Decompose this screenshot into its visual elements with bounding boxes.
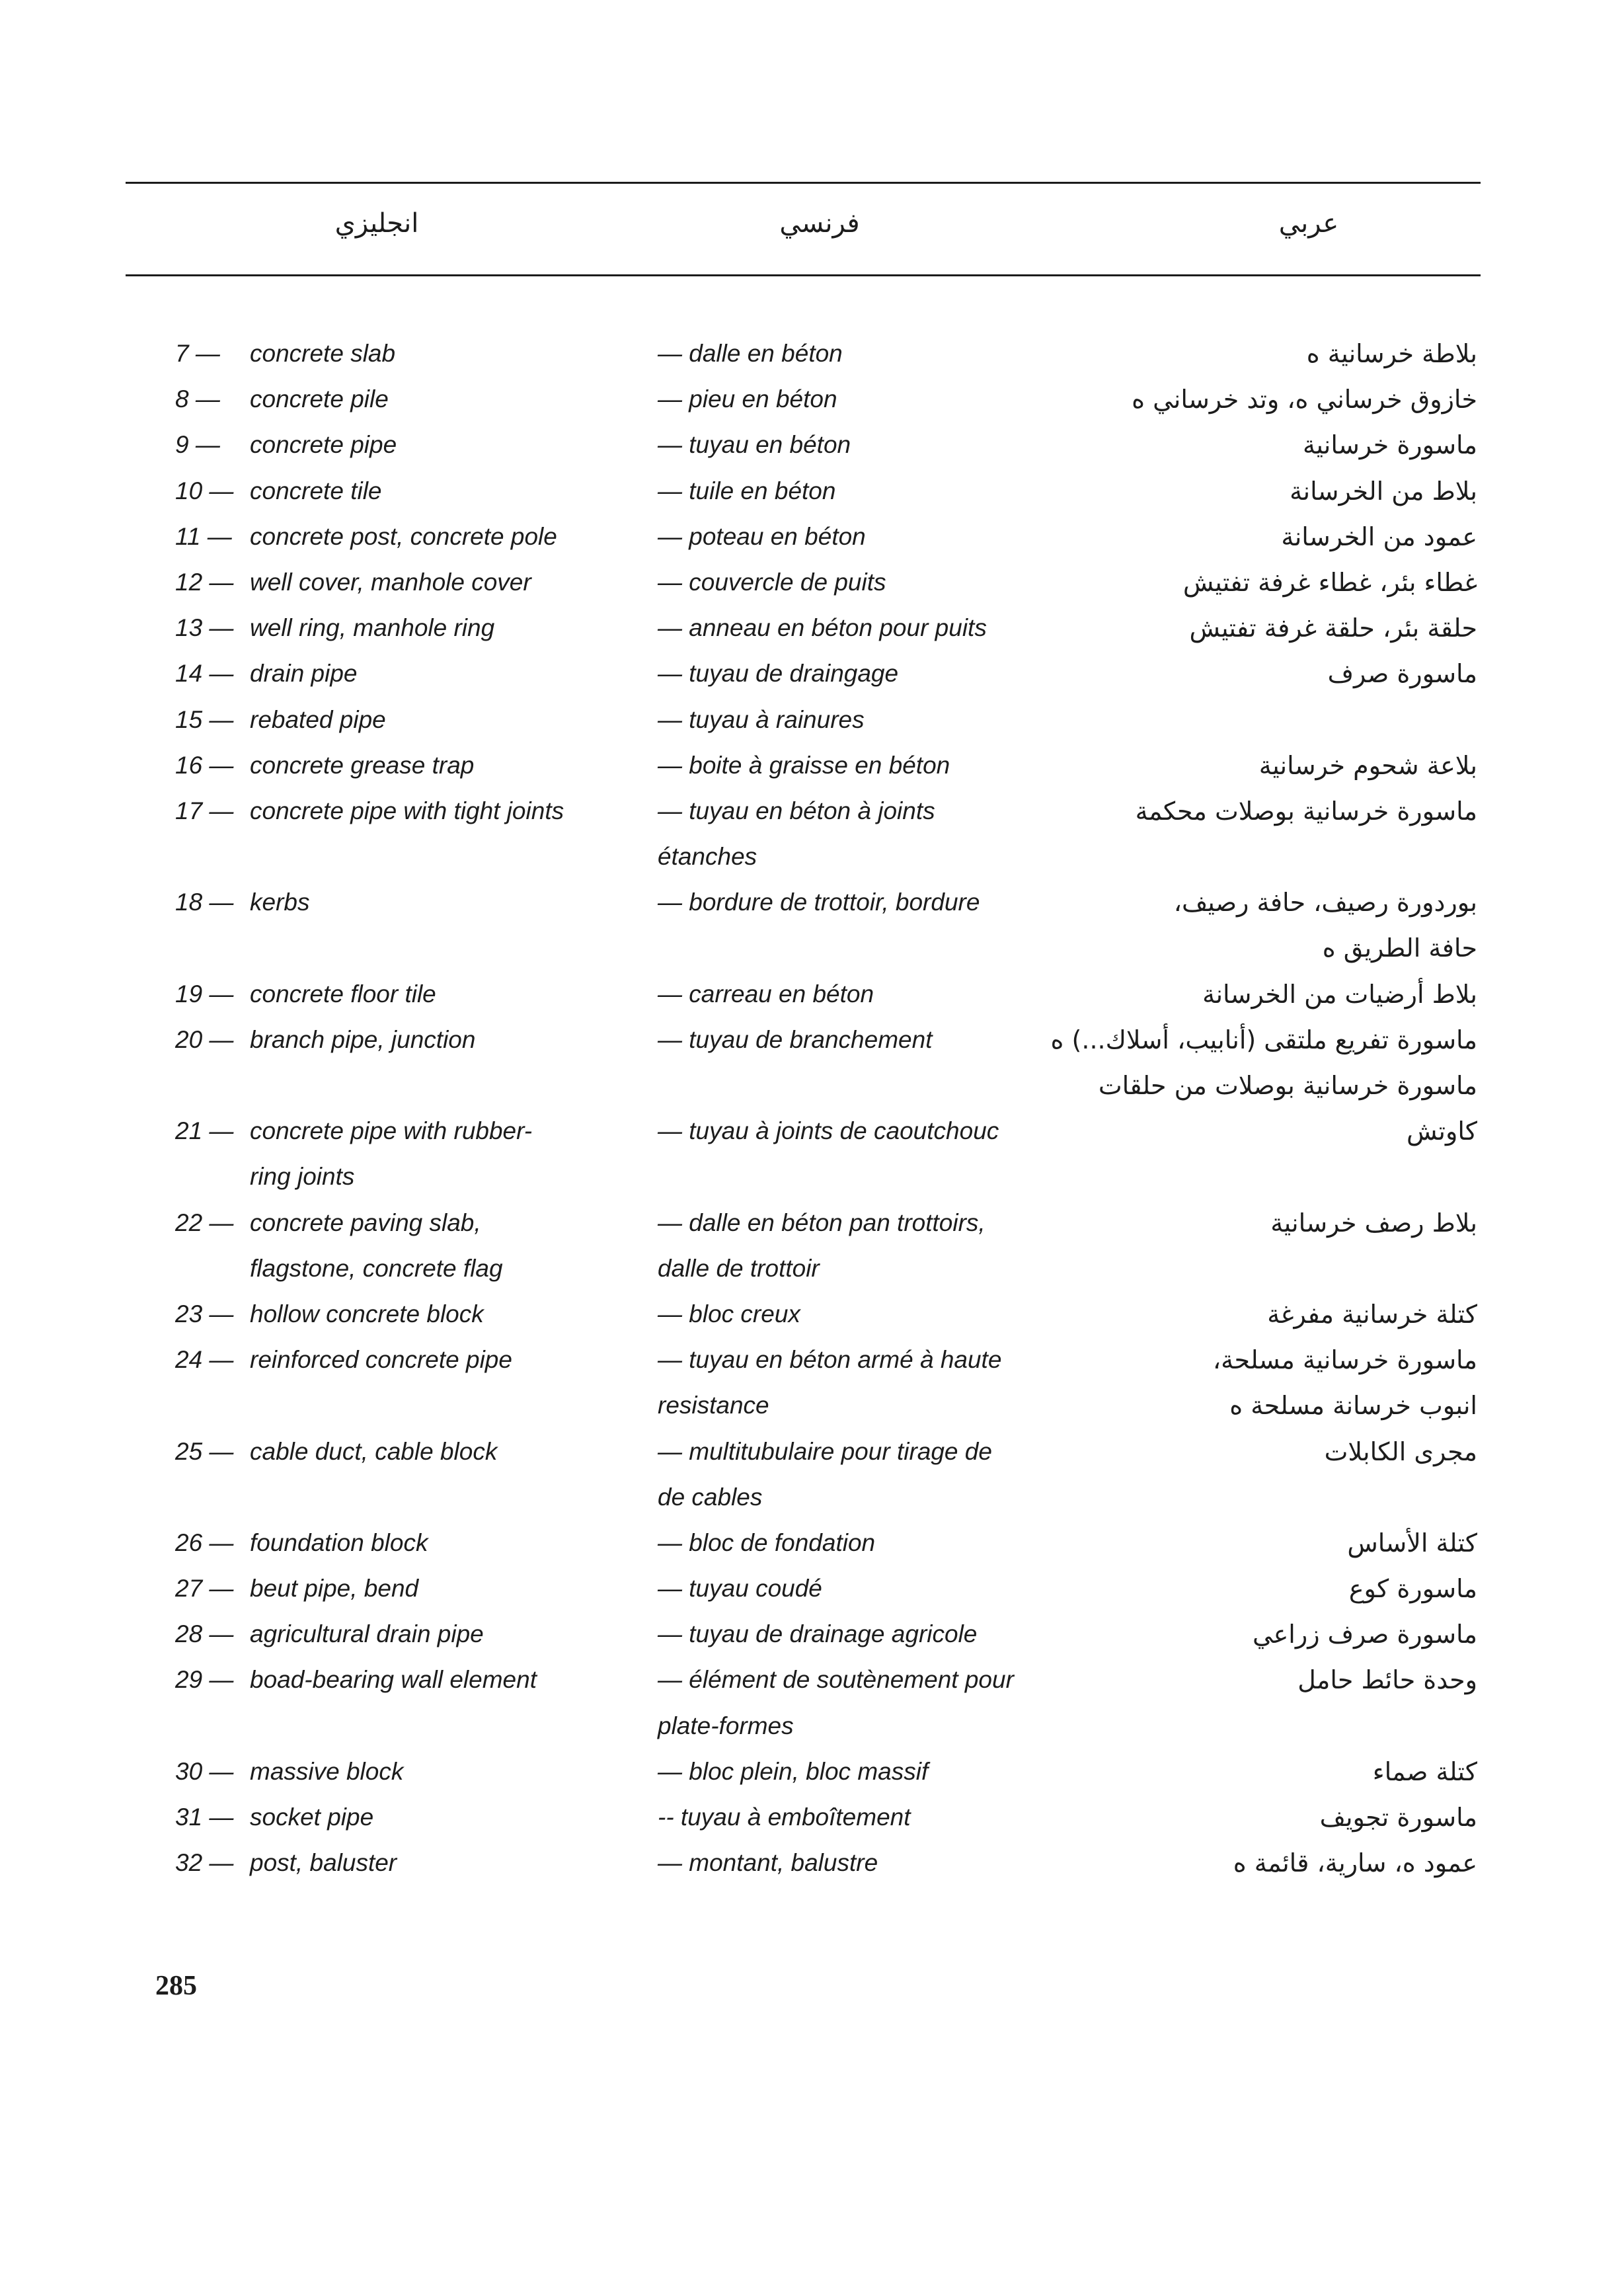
english-term: agricultural drain pipe xyxy=(250,1620,484,1648)
term-row xyxy=(0,379,1624,425)
term-row xyxy=(0,1203,1624,1249)
term-row xyxy=(0,1660,1624,1706)
french-term: — tuile en béton xyxy=(658,477,836,504)
arabic-term: ماسورة خرسانية مسلحة، xyxy=(1212,1345,1477,1375)
english-term: concrete slab xyxy=(250,340,396,367)
entry-number: 20 — xyxy=(175,1025,234,1053)
arabic-term: ماسورة خرسانية xyxy=(1302,430,1477,460)
term-row xyxy=(0,1111,1624,1157)
arabic-term: انبوب خرسانة مسلحة ه xyxy=(1229,1391,1477,1421)
term-row xyxy=(0,700,1624,746)
arabic-term: كاوتش xyxy=(1406,1117,1477,1146)
english-term: branch pipe, junction xyxy=(250,1025,476,1053)
term-row xyxy=(0,1020,1624,1066)
english-term: concrete pipe with tight joints xyxy=(250,797,564,824)
arabic-term: كتلة صماء xyxy=(1372,1757,1477,1786)
french-term: — tuyau de draingage xyxy=(658,660,899,688)
arabic-term: ماسورة تفريع ملتقى (أنابيب، أسلاك...) ه xyxy=(1050,1025,1477,1054)
french-term: — bordure de trottoir, bordure xyxy=(658,889,980,916)
french-term: — bloc plein, bloc massif xyxy=(658,1757,929,1785)
term-row xyxy=(0,746,1624,791)
term-row xyxy=(0,1752,1624,1798)
english-term: rebated pipe xyxy=(250,705,386,733)
arabic-term: بلاطة خرسانية ه xyxy=(1306,339,1477,368)
entry-number: 17 — xyxy=(175,797,234,824)
french-term: — dalle en béton xyxy=(658,340,843,367)
french-term: — couvercle de puits xyxy=(658,568,886,596)
entry-number: 10 — xyxy=(175,477,234,504)
entry-number: 18 — xyxy=(175,889,234,916)
entry-number: 15 — xyxy=(175,705,234,733)
english-term: concrete post, concrete pole xyxy=(250,522,557,550)
arabic-term: ماسورة كوع xyxy=(1348,1574,1477,1604)
column-header-english: انجليزي xyxy=(334,208,419,239)
french-term: resistance xyxy=(658,1392,769,1419)
arabic-term: وحدة حائط حامل xyxy=(1297,1665,1477,1695)
french-term: -- tuyau à emboîtement xyxy=(658,1803,911,1831)
entry-number: 21 — xyxy=(175,1117,234,1145)
french-term: — tuyau en béton à joints xyxy=(658,797,935,824)
arabic-term: ماسورة خرسانية بوصلات من حلقات xyxy=(1098,1071,1477,1100)
column-header-french: فرنسي xyxy=(779,208,860,239)
header-bottom-rule xyxy=(126,274,1481,276)
term-list xyxy=(0,334,1624,1889)
term-row xyxy=(0,1294,1624,1340)
term-row xyxy=(0,791,1624,837)
french-term: — tuyau coudé xyxy=(658,1575,822,1603)
english-term: ring joints xyxy=(250,1163,355,1191)
english-term: beut pipe, bend xyxy=(250,1575,419,1603)
english-term: socket pipe xyxy=(250,1803,374,1831)
entry-number: 11 — xyxy=(175,522,232,550)
column-header-arabic: عربي xyxy=(1278,208,1339,239)
english-term: hollow concrete block xyxy=(250,1300,484,1327)
french-term: — tuyau de drainage agricole xyxy=(658,1620,978,1648)
english-term: concrete paving slab, xyxy=(250,1208,481,1236)
english-term: kerbs xyxy=(250,889,310,916)
entry-number: 30 — xyxy=(175,1757,234,1785)
term-row xyxy=(0,883,1624,928)
english-term: concrete pipe with rubber- xyxy=(250,1117,533,1145)
term-row xyxy=(0,425,1624,471)
french-term: plate-formes xyxy=(658,1712,794,1739)
english-term: foundation block xyxy=(250,1528,428,1556)
entry-number: 14 — xyxy=(175,660,234,688)
term-row xyxy=(0,1798,1624,1843)
term-row xyxy=(0,1386,1624,1431)
french-term: — boite à graisse en béton xyxy=(658,751,950,779)
arabic-term: بلاط رصف خرسانية xyxy=(1270,1208,1477,1238)
english-term: flagstone, concrete flag xyxy=(250,1254,503,1282)
arabic-term: ماسورة صرف xyxy=(1327,659,1477,689)
english-term: post, baluster xyxy=(250,1849,397,1877)
entry-number: 13 — xyxy=(175,614,234,642)
term-row xyxy=(0,1614,1624,1660)
french-term: — bloc creux xyxy=(658,1300,800,1327)
french-term: — anneau en béton pour puits xyxy=(658,614,987,642)
entry-number: 29 — xyxy=(175,1666,234,1694)
term-row xyxy=(0,1340,1624,1386)
term-row xyxy=(0,517,1624,563)
english-term: reinforced concrete pipe xyxy=(250,1346,512,1374)
english-term: concrete floor tile xyxy=(250,980,436,1008)
arabic-term: مجرى الكابلات xyxy=(1324,1437,1477,1466)
arabic-term: حلقة بئر، حلقة غرفة تفتيش xyxy=(1189,614,1477,643)
arabic-term: عمود من الخرسانة xyxy=(1281,522,1477,551)
entry-number: 28 — xyxy=(175,1620,234,1648)
english-term: concrete pile xyxy=(250,385,389,413)
term-row xyxy=(0,334,1624,379)
english-term: concrete grease trap xyxy=(250,751,475,779)
french-term: étanches xyxy=(658,843,757,871)
arabic-term: بلاعة شحوم خرسانية xyxy=(1258,750,1477,780)
french-term: — carreau en béton xyxy=(658,980,874,1008)
french-term: de cables xyxy=(658,1483,763,1511)
term-row xyxy=(0,837,1624,883)
entry-number: 22 — xyxy=(175,1208,234,1236)
french-term: — tuyau à rainures xyxy=(658,705,865,733)
french-term: dalle de trottoir xyxy=(658,1254,820,1282)
term-row xyxy=(0,608,1624,654)
arabic-term: ماسورة تجويف xyxy=(1319,1803,1477,1832)
entry-number: 23 — xyxy=(175,1300,234,1327)
arabic-term: ماسورة صرف زراعي xyxy=(1252,1620,1477,1649)
entry-number: 31 — xyxy=(175,1803,234,1831)
term-row xyxy=(0,1706,1624,1752)
french-term: — tuyau à joints de caoutchouc xyxy=(658,1117,999,1145)
entry-number: 27 — xyxy=(175,1575,234,1603)
entry-number: 26 — xyxy=(175,1528,234,1556)
term-row xyxy=(0,1569,1624,1614)
english-term: well ring, manhole ring xyxy=(250,614,495,642)
french-term: — dalle en béton pan trottoirs, xyxy=(658,1208,986,1236)
page-number: 285 xyxy=(155,1971,197,2001)
french-term: — tuyau de branchement xyxy=(658,1025,933,1053)
english-term: massive block xyxy=(250,1757,404,1785)
header-top-rule xyxy=(126,182,1481,184)
term-row xyxy=(0,654,1624,699)
arabic-term: بلاط أرضيات من الخرسانة xyxy=(1202,979,1477,1009)
french-term: — bloc de fondation xyxy=(658,1528,876,1556)
term-row xyxy=(0,1843,1624,1889)
arabic-term: كتلة الأساس xyxy=(1347,1528,1477,1558)
french-term: — tuyau en béton armé à haute xyxy=(658,1346,1002,1374)
term-row xyxy=(0,1249,1624,1294)
term-row xyxy=(0,471,1624,517)
french-term: — pieu en béton xyxy=(658,385,837,413)
term-row xyxy=(0,928,1624,974)
english-term: concrete pipe xyxy=(250,431,397,459)
arabic-term: عمود ه، سارية، قائمة ه xyxy=(1233,1848,1477,1878)
term-row xyxy=(0,1432,1624,1478)
english-term: concrete tile xyxy=(250,477,382,504)
french-term: — élément de soutènement pour xyxy=(658,1666,1014,1694)
entry-number: 7 — xyxy=(175,340,220,367)
term-row xyxy=(0,1066,1624,1111)
french-term: — montant, balustre xyxy=(658,1849,878,1877)
arabic-term: حافة الطريق ه xyxy=(1322,933,1477,963)
arabic-term: بلاط من الخرسانة xyxy=(1290,476,1477,506)
arabic-term: غطاء بئر، غطاء غرفة تفتيش xyxy=(1182,567,1477,597)
term-row xyxy=(0,1523,1624,1569)
arabic-term: خازوق خرساني ه، وتد خرساني ه xyxy=(1132,385,1477,415)
entry-number: 19 — xyxy=(175,980,234,1008)
arabic-term: بوردورة رصيف، حافة رصيف، xyxy=(1173,888,1477,918)
entry-number: 16 — xyxy=(175,751,234,779)
term-row xyxy=(0,974,1624,1020)
arabic-term: كتلة خرسانية مفرغة xyxy=(1267,1299,1477,1329)
french-term: — tuyau en béton xyxy=(658,431,851,459)
entry-number: 12 — xyxy=(175,568,234,596)
entry-number: 8 — xyxy=(175,385,220,413)
french-term: — multitubulaire pour tirage de xyxy=(658,1437,992,1465)
english-term: cable duct, cable block xyxy=(250,1437,498,1465)
entry-number: 25 — xyxy=(175,1437,234,1465)
term-row xyxy=(0,563,1624,608)
english-term: well cover, manhole cover xyxy=(250,568,531,596)
french-term: — poteau en béton xyxy=(658,522,866,550)
term-row xyxy=(0,1478,1624,1523)
entry-number: 9 — xyxy=(175,431,220,459)
english-term: boad-bearing wall element xyxy=(250,1666,537,1694)
arabic-term: ماسورة خرسانية بوصلات محكمة xyxy=(1135,796,1477,826)
english-term: drain pipe xyxy=(250,660,358,688)
term-row xyxy=(0,1157,1624,1203)
entry-number: 24 — xyxy=(175,1346,234,1374)
entry-number: 32 — xyxy=(175,1849,234,1877)
